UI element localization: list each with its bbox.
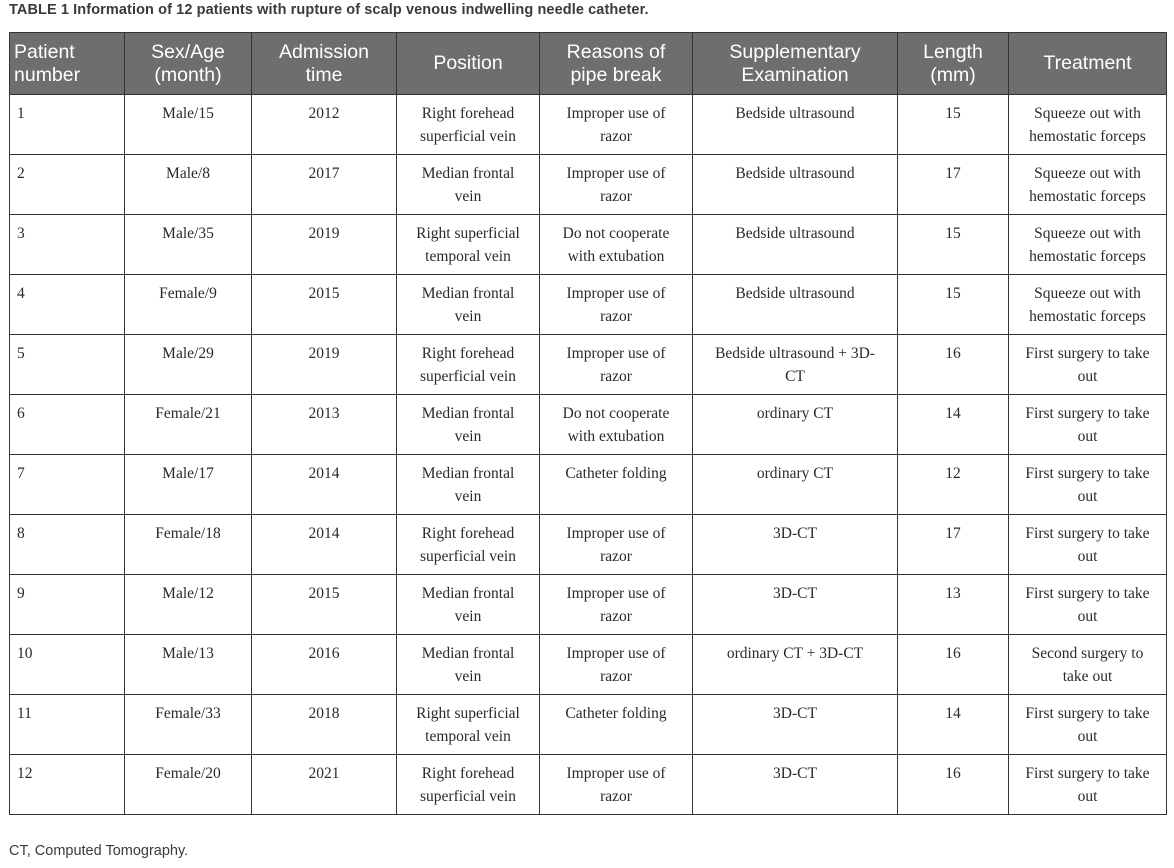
header-supplementary-examination: Supplementary Examination: [693, 33, 898, 95]
cell-examination: Bedside ultrasound: [693, 155, 898, 215]
cell-reason: Catheter folding: [540, 455, 693, 515]
table-row: [10, 455, 1167, 515]
cell-treatment: First surgery to take out: [1009, 455, 1167, 515]
table-row: [10, 635, 1167, 695]
cell-sex-age: Male/29: [125, 335, 252, 395]
cell-examination: ordinary CT + 3D-CT: [693, 635, 898, 695]
cell-length: 16: [898, 755, 1009, 815]
cell-length: 16: [898, 335, 1009, 395]
cell-admission-time: 2015: [252, 275, 397, 335]
cell-patient-number: 11: [10, 695, 125, 755]
cell-position: Right superficial temporal vein: [397, 215, 540, 275]
header-position: Position: [397, 33, 540, 95]
table-body: [10, 95, 1167, 815]
cell-sex-age: Male/8: [125, 155, 252, 215]
cell-reason: Do not cooperate with extubation: [540, 215, 693, 275]
cell-position: Median frontal vein: [397, 455, 540, 515]
header-length: Length (mm): [898, 33, 1009, 95]
cell-sex-age: Male/15: [125, 95, 252, 155]
cell-length: 13: [898, 575, 1009, 635]
table-caption: TABLE 1 Information of 12 patients with rupture of scalp venous indwelling needle catheter.: [9, 2, 649, 18]
cell-sex-age: Male/12: [125, 575, 252, 635]
cell-treatment: First surgery to take out: [1009, 695, 1167, 755]
cell-treatment: First surgery to take out: [1009, 335, 1167, 395]
cell-position: Median frontal vein: [397, 275, 540, 335]
header-reasons: Reasons of pipe break: [540, 33, 693, 95]
cell-examination: 3D-CT: [693, 515, 898, 575]
cell-reason: Improper use of razor: [540, 755, 693, 815]
cell-treatment: Squeeze out with hemostatic forceps: [1009, 275, 1167, 335]
cell-position: Right superficial temporal vein: [397, 695, 540, 755]
table-row: [10, 515, 1167, 575]
cell-treatment: First surgery to take out: [1009, 515, 1167, 575]
cell-sex-age: Female/18: [125, 515, 252, 575]
cell-examination: Bedside ultrasound: [693, 95, 898, 155]
cell-position: Median frontal vein: [397, 395, 540, 455]
cell-patient-number: 5: [10, 335, 125, 395]
cell-reason: Do not cooperate with extubation: [540, 395, 693, 455]
table-row: [10, 755, 1167, 815]
header-row: [10, 33, 1167, 95]
cell-patient-number: 7: [10, 455, 125, 515]
cell-admission-time: 2019: [252, 335, 397, 395]
cell-treatment: First surgery to take out: [1009, 575, 1167, 635]
cell-reason: Improper use of razor: [540, 95, 693, 155]
cell-position: Median frontal vein: [397, 635, 540, 695]
header-admission-time: Admission time: [252, 33, 397, 95]
cell-admission-time: 2019: [252, 215, 397, 275]
header-patient-number: Patient number: [10, 33, 125, 95]
table-row: [10, 335, 1167, 395]
cell-sex-age: Female/9: [125, 275, 252, 335]
cell-admission-time: 2012: [252, 95, 397, 155]
cell-length: 17: [898, 155, 1009, 215]
cell-patient-number: 4: [10, 275, 125, 335]
patients-table: [9, 32, 1167, 815]
cell-examination: Bedside ultrasound: [693, 275, 898, 335]
cell-admission-time: 2014: [252, 515, 397, 575]
cell-treatment: Squeeze out with hemostatic forceps: [1009, 95, 1167, 155]
cell-patient-number: 9: [10, 575, 125, 635]
cell-examination: ordinary CT: [693, 455, 898, 515]
cell-treatment: Squeeze out with hemostatic forceps: [1009, 215, 1167, 275]
cell-examination: ordinary CT: [693, 395, 898, 455]
cell-patient-number: 10: [10, 635, 125, 695]
cell-length: 15: [898, 95, 1009, 155]
cell-position: Right forehead superficial vein: [397, 515, 540, 575]
cell-admission-time: 2018: [252, 695, 397, 755]
cell-position: Median frontal vein: [397, 155, 540, 215]
cell-sex-age: Female/33: [125, 695, 252, 755]
cell-length: 15: [898, 275, 1009, 335]
table-row: [10, 695, 1167, 755]
cell-sex-age: Female/20: [125, 755, 252, 815]
cell-reason: Catheter folding: [540, 695, 693, 755]
cell-patient-number: 3: [10, 215, 125, 275]
cell-reason: Improper use of razor: [540, 515, 693, 575]
cell-position: Median frontal vein: [397, 575, 540, 635]
cell-admission-time: 2015: [252, 575, 397, 635]
table-row: [10, 575, 1167, 635]
cell-length: 14: [898, 695, 1009, 755]
cell-reason: Improper use of razor: [540, 635, 693, 695]
cell-reason: Improper use of razor: [540, 275, 693, 335]
cell-admission-time: 2016: [252, 635, 397, 695]
cell-length: 15: [898, 215, 1009, 275]
cell-patient-number: 6: [10, 395, 125, 455]
cell-sex-age: Male/35: [125, 215, 252, 275]
cell-examination: 3D-CT: [693, 575, 898, 635]
header-sex-age: Sex/Age (month): [125, 33, 252, 95]
cell-admission-time: 2013: [252, 395, 397, 455]
cell-reason: Improper use of razor: [540, 575, 693, 635]
cell-examination: Bedside ultrasound + 3D- CT: [693, 335, 898, 395]
table-row: [10, 215, 1167, 275]
cell-position: Right forehead superficial vein: [397, 755, 540, 815]
cell-examination: Bedside ultrasound: [693, 215, 898, 275]
cell-reason: Improper use of razor: [540, 155, 693, 215]
table-row: [10, 395, 1167, 455]
cell-patient-number: 2: [10, 155, 125, 215]
cell-length: 16: [898, 635, 1009, 695]
cell-length: 17: [898, 515, 1009, 575]
cell-position: Right forehead superficial vein: [397, 335, 540, 395]
table-row: [10, 155, 1167, 215]
cell-sex-age: Male/13: [125, 635, 252, 695]
cell-patient-number: 1: [10, 95, 125, 155]
cell-sex-age: Male/17: [125, 455, 252, 515]
table-footnote: CT, Computed Tomography.: [9, 843, 189, 859]
cell-reason: Improper use of razor: [540, 335, 693, 395]
cell-admission-time: 2014: [252, 455, 397, 515]
cell-length: 14: [898, 395, 1009, 455]
cell-patient-number: 12: [10, 755, 125, 815]
table-row: [10, 275, 1167, 335]
cell-treatment: First surgery to take out: [1009, 395, 1167, 455]
cell-examination: 3D-CT: [693, 695, 898, 755]
cell-examination: 3D-CT: [693, 755, 898, 815]
cell-treatment: First surgery to take out: [1009, 755, 1167, 815]
cell-admission-time: 2017: [252, 155, 397, 215]
cell-sex-age: Female/21: [125, 395, 252, 455]
cell-treatment: Second surgery to take out: [1009, 635, 1167, 695]
cell-admission-time: 2021: [252, 755, 397, 815]
header-treatment: Treatment: [1009, 33, 1167, 95]
cell-position: Right forehead superficial vein: [397, 95, 540, 155]
cell-length: 12: [898, 455, 1009, 515]
cell-treatment: Squeeze out with hemostatic forceps: [1009, 155, 1167, 215]
table-row: [10, 95, 1167, 155]
cell-patient-number: 8: [10, 515, 125, 575]
